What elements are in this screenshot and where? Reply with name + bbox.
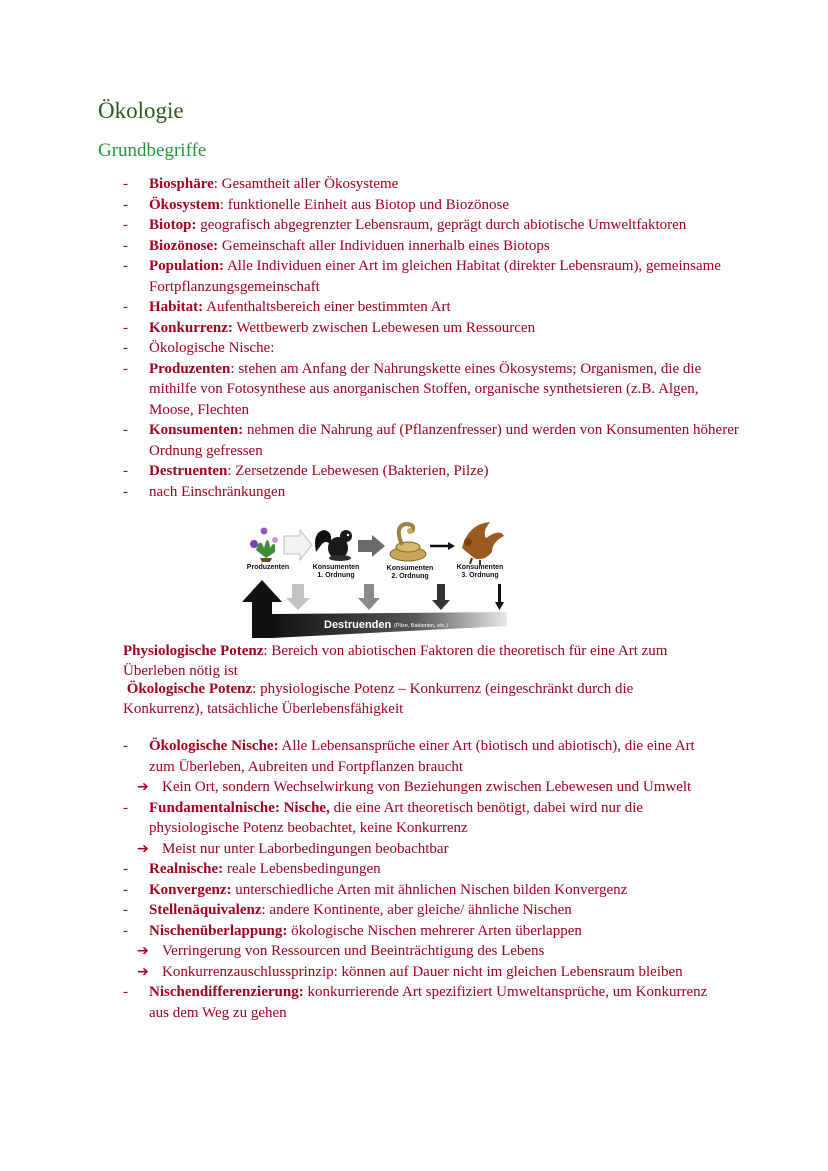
label-consumer3: Konsumenten (456, 564, 504, 571)
niche-list (123, 736, 723, 1023)
list-item: - Konkurrenz: Wettbewerb zwischen Lebewesen um Ressourcen (123, 318, 743, 339)
label-destruents-note: (Pilze, Bakterien, etc.) (394, 623, 448, 629)
list-item: - Population: Alle Individuen einer Art im gleichen Habitat (direkter Lebensraum), gemeinsame Fortpflanzungsgemeinschaft (123, 256, 743, 297)
label-consumer3-order: 3. Ordnung (461, 572, 499, 579)
list-item: - Destruenten: Zersetzende Lebewesen (Bakterien, Pilze) (123, 461, 743, 482)
label-consumer2-order: 2. Ordnung (391, 573, 429, 580)
list-item: - Ökologische Nische: (123, 338, 743, 359)
list-item: - Produzenten: stehen am Anfang der Nahrungskette eines Ökosystems; Organismen, die die mithilfe von Fotosynthese aus anorganischen Stoffen, organische synthetsieren (z.B. Algen, Moose, Flechten (123, 359, 743, 421)
definitions-list (123, 174, 743, 502)
arrow-down-icon (432, 584, 450, 610)
list-item: - Nischendifferenzierung: konkurrierende Art spezifiziert Umweltansprüche, um Konkurrenz aus dem Weg zu gehen (123, 982, 723, 1023)
list-item: - nach Einschränkungen (123, 482, 743, 503)
label-consumer2: Konsumenten (386, 565, 434, 572)
bird-of-prey-icon (462, 522, 504, 565)
section-heading: Grundbegriffe (98, 140, 207, 161)
list-item: ➔ Verringerung von Ressourcen und Beeinträchtigung des Lebens (123, 941, 723, 962)
label-producers: Produzenten (246, 564, 290, 571)
list-item: - Realnische: reale Lebensbedingungen (123, 859, 723, 880)
page-title: Ökologie (98, 98, 184, 123)
arrow-down-icon (358, 584, 380, 610)
snake-icon (390, 524, 426, 561)
label-consumer1: Konsumenten (312, 564, 360, 571)
list-item: - Ökosystem: funktionelle Einheit aus Biotop und Biozönose (123, 195, 743, 216)
label-consumer1-order: 1. Ordnung (317, 572, 355, 579)
list-item: - Habitat: Aufenthaltsbereich einer bestimmten Art (123, 297, 743, 318)
list-item: - Biotop: geografisch abgegrenzter Lebensraum, geprägt durch abiotische Umweltfaktoren (123, 215, 743, 236)
list-item: - Biozönose: Gemeinschaft aller Individuen innerhalb eines Biotops (123, 236, 743, 257)
arrow-down-icon (286, 584, 310, 610)
list-item: - Ökologische Nische: Alle Lebensansprüche einer Art (biotisch und abiotisch), die eine Art zum Überleben, Aubreiten und Fortpflanzen braucht (123, 736, 723, 777)
label-destruents: Destruenden (324, 619, 392, 631)
list-item: ➔ Konkurrenzauschlussprinzip: können auf Dauer nicht im gleichen Lebensraum bleiben (123, 962, 723, 983)
list-item: - Biosphäre: Gesamtheit aller Ökosysteme (123, 174, 743, 195)
physiological-potency: Physiologische Potenz: Bereich von abiotischen Faktoren die theoretisch für eine Art zum Überleben nötig ist (123, 643, 668, 679)
food-chain-diagram (242, 518, 507, 641)
list-item: - Fundamentalnische: Nische, die eine Art theoretisch benötigt, dabei wird nur die physiologische Potenz beobachtet, keine Konkurrenz (123, 798, 723, 839)
list-item: - Stellenäquivalenz: andere Kontinente, aber gleiche/ ähnliche Nischen (123, 900, 723, 921)
arrow-down-icon (495, 584, 504, 610)
list-item: - Nischenüberlappung: ökologische Nischen mehrerer Arten überlappen (123, 921, 723, 942)
arrow-right-icon (358, 535, 385, 557)
producer-plant-icon (250, 528, 278, 563)
list-item: ➔ Kein Ort, sondern Wechselwirkung von Beziehungen zwischen Lebewesen und Umwelt (123, 777, 723, 798)
list-item: - Konvergenz: unterschiedliche Arten mit ähnlichen Nischen bilden Konvergenz (123, 880, 723, 901)
arrow-right-icon (284, 530, 312, 560)
ecological-potency: Ökologische Potenz: physiologische Potenz – Konkurrenz (eingeschränkt durch die Konkurrenz), tatsächliche Überlebensfähigkeit (123, 681, 634, 717)
list-item: ➔ Meist nur unter Laborbedingungen beobachtbar (123, 839, 723, 860)
list-item: - Konsumenten: nehmen die Nahrung auf (Pflanzenfresser) und werden von Konsumenten höherer Ordnung gefressen (123, 420, 743, 461)
squirrel-icon (315, 530, 352, 561)
